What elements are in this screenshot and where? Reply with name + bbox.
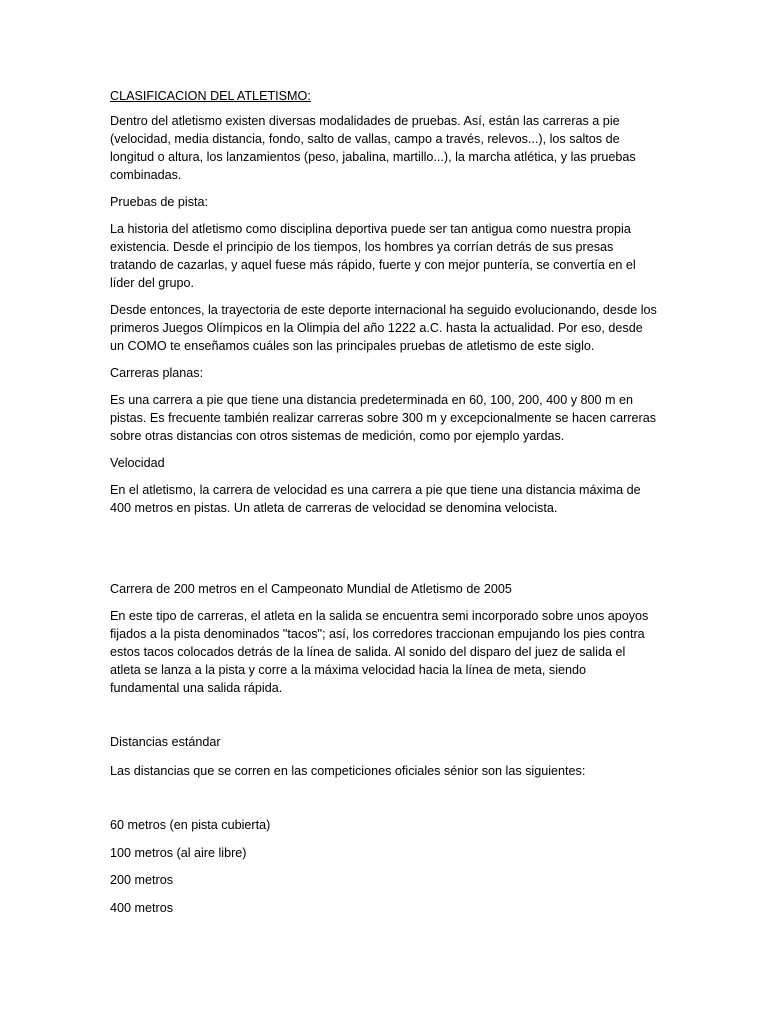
intro-paragraph: Dentro del atletismo existen diversas modalidades de pruebas. Así, están las carreras a pie (velocidad, media distancia, fondo, salto de vallas, campo a través, relevos...), los saltos de longitud o altura, los lanzamientos (peso, jabalina, martillo...), la marcha atlética, y las pruebas combinadas.	[110, 114, 636, 182]
heading-pruebas-de-pista: Pruebas de pista:	[110, 195, 209, 209]
paragraph-historia: La historia del atletismo como disciplina deportiva puede ser tan antigua como nuestra propia existencia. Desde el principio de los tiempos, los hombres ya corrían detrás de sus presas tratando de cazarlas, y aquel fuese más rápido, fuerte y con mejor puntería, se convertía en el líder del grupo.	[110, 222, 636, 290]
heading-velocidad: Velocidad	[110, 456, 165, 470]
heading-carreras-planas: Carreras planas:	[110, 366, 204, 380]
paragraph-salida: En este tipo de carreras, el atleta en la salida se encuentra semi incorporado sobre unos apoyos fijados a la pista denominados "tacos"; así, los corredores traccionan empujando los pies contra estos tacos colocados detrás de la línea de salida. Al sonido del disparo del juez de salida el atleta se lanza a la pista y corre a la máxima velocidad hacia la línea de meta, siendo fundamental una salida rápida.	[110, 609, 649, 695]
document-title: CLASIFICACION DEL ATLETISMO:	[110, 89, 311, 103]
list-item-distance: 200 metros	[110, 873, 173, 887]
paragraph-distancias: Las distancias que se corren en las competiciones oficiales sénior son las siguientes:	[110, 764, 586, 778]
paragraph-velocidad: En el atletismo, la carrera de velocidad es una carrera a pie que tiene una distancia máxima de 400 metros en pistas. Un atleta de carreras de velocidad se denomina velocista.	[110, 483, 641, 515]
list-item-distance: 400 metros	[110, 901, 173, 915]
heading-distancias-estandar: Distancias estándar	[110, 735, 221, 749]
list-item-distance: 100 metros (al aire libre)	[110, 846, 247, 860]
paragraph-trayectoria: Desde entonces, la trayectoria de este deporte internacional ha seguido evolucionando, desde los primeros Juegos Olímpicos en la Olimpia del año 1222 a.C. hasta la actualidad. Por eso, desde un COMO te enseñamos cuáles son las principales pruebas de atletismo de este siglo.	[110, 303, 657, 353]
list-item-distance: 60 metros (en pista cubierta)	[110, 818, 271, 832]
paragraph-carreras-planas: Es una carrera a pie que tiene una distancia predeterminada en 60, 100, 200, 400 y 800 m en pistas. Es frecuente también realizar carreras sobre 300 m y excepcionalmente se hacen carreras sobre otras distancias con otros sistemas de medición, como por ejemplo yardas.	[110, 393, 656, 443]
caption-carrera-200-metros: Carrera de 200 metros en el Campeonato Mundial de Atletismo de 2005	[110, 582, 512, 596]
